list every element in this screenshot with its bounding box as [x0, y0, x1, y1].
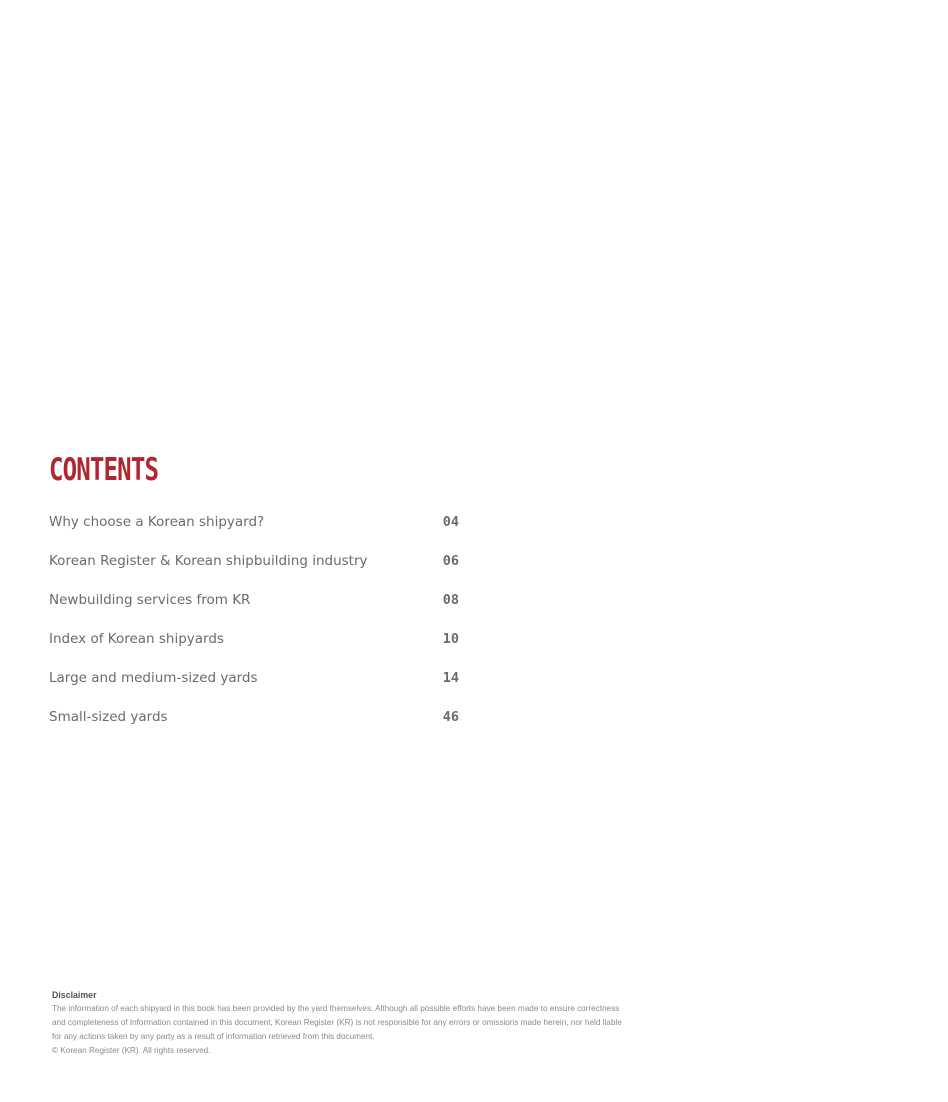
toc-item-label: Korean Register & Korean shipbuilding industry [49, 553, 368, 569]
disclaimer [52, 988, 652, 1058]
toc-item-page: 46 [442, 709, 459, 725]
contents-title: CONTENTS [49, 451, 159, 488]
toc-item-label: Small-sized yards [49, 709, 168, 725]
copyright-line: © Korean Register (KR). All rights reserved. [52, 1046, 211, 1055]
disclaimer-line: and completeness of Information contained in this document, Korean Register (KR) is not responsible for any errors or omissions made herein, nor held liable [52, 1018, 622, 1027]
toc-item-label: Why choose a Korean shipyard? [49, 514, 265, 530]
toc-item-page: 10 [442, 631, 459, 647]
toc-item-label: Index of Korean shipyards [49, 631, 224, 647]
toc-item[interactable] [49, 512, 459, 532]
toc-item[interactable] [49, 551, 459, 571]
toc-item-page: 08 [442, 592, 459, 608]
toc-item-page: 04 [442, 514, 459, 530]
toc-item-label: Newbuilding services from KR [49, 592, 251, 608]
toc-item-page: 06 [442, 553, 459, 569]
toc-item[interactable] [49, 629, 459, 649]
toc-item[interactable] [49, 590, 459, 610]
toc-item[interactable] [49, 668, 459, 688]
table-of-contents [49, 512, 459, 746]
toc-item[interactable] [49, 707, 459, 727]
toc-item-label: Large and medium-sized yards [49, 670, 258, 686]
disclaimer-title: Disclaimer [52, 990, 97, 1000]
disclaimer-line: The information of each shipyard in this book has been provided by the yard themselves. Although all possible efforts have been made to ensure correctness [52, 1004, 620, 1013]
disclaimer-line: for any actions taken by any party as a result of information retrieved from this document. [52, 1032, 375, 1041]
toc-item-page: 14 [442, 670, 459, 686]
